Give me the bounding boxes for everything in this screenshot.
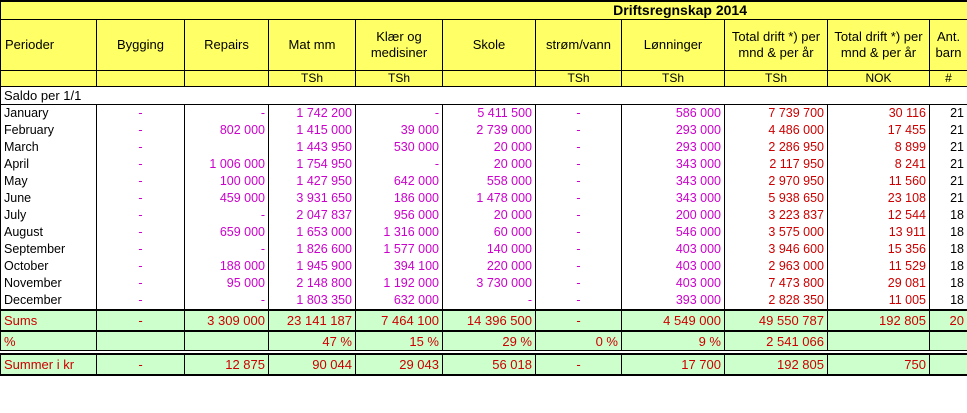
cell-lonninger[interactable]: 403 000 — [622, 241, 725, 258]
cell-strom[interactable]: - — [536, 207, 622, 224]
month-name[interactable]: March — [1, 139, 97, 156]
percent-cell[interactable] — [97, 331, 185, 351]
cell-bygging[interactable]: - — [97, 241, 185, 258]
cell-repairs[interactable]: 188 000 — [185, 258, 269, 275]
cell-bygging[interactable]: - — [97, 173, 185, 190]
cell-total-nok[interactable]: 12 544 — [828, 207, 930, 224]
cell-klaer[interactable]: 39 000 — [356, 122, 443, 139]
unit-mat[interactable]: TSh — [269, 71, 356, 87]
cell-mat[interactable]: 1 803 350 — [269, 292, 356, 310]
cell-repairs[interactable]: - — [185, 241, 269, 258]
cell-lonninger[interactable]: 293 000 — [622, 122, 725, 139]
cell-strom[interactable]: - — [536, 139, 622, 156]
sums-total-nok[interactable]: 192 805 — [828, 310, 930, 331]
cell-ant[interactable]: 21 — [930, 139, 967, 156]
cell-strom[interactable]: - — [536, 241, 622, 258]
table-row — [1, 292, 967, 310]
month-name[interactable]: April — [1, 156, 97, 173]
cell-strom[interactable]: - — [536, 275, 622, 292]
table-row — [1, 156, 967, 173]
saldo-label[interactable]: Saldo per 1/1 — [1, 87, 97, 105]
month-name[interactable]: June — [1, 190, 97, 207]
cell-lonninger[interactable]: 343 000 — [622, 173, 725, 190]
cell-total-tsh[interactable]: 7 739 700 — [725, 105, 828, 123]
unit-klaer[interactable]: TSh — [356, 71, 443, 87]
cell-total-nok[interactable]: 15 356 — [828, 241, 930, 258]
month-name[interactable]: January — [1, 105, 97, 123]
percent-cell[interactable] — [930, 331, 967, 351]
cell-lonninger[interactable]: 403 000 — [622, 275, 725, 292]
title-row — [1, 1, 967, 20]
month-name[interactable]: February — [1, 122, 97, 139]
summer-kr-skole[interactable]: 56 018 — [443, 354, 536, 375]
header-mat[interactable]: Mat mm — [269, 20, 356, 71]
cell-skole[interactable]: 60 000 — [443, 224, 536, 241]
saldo-cell[interactable] — [725, 87, 828, 105]
table-row — [1, 241, 967, 258]
unit-cell-empty[interactable] — [1, 71, 97, 87]
cell-skole[interactable]: - — [443, 292, 536, 310]
month-name[interactable]: May — [1, 173, 97, 190]
cell-ant[interactable]: 18 — [930, 224, 967, 241]
cell-total-tsh[interactable]: 2 117 950 — [725, 156, 828, 173]
sums-repairs[interactable]: 3 309 000 — [185, 310, 269, 331]
header-skole[interactable]: Skole — [443, 20, 536, 71]
summer-kr-total-nok[interactable]: 750 — [828, 354, 930, 375]
cell-skole[interactable]: 5 411 500 — [443, 105, 536, 123]
cell-klaer[interactable]: 632 000 — [356, 292, 443, 310]
header-row — [1, 20, 967, 71]
cell-total-nok[interactable]: 11 560 — [828, 173, 930, 190]
unit-strom[interactable]: TSh — [536, 71, 622, 87]
percent-cell[interactable] — [828, 331, 930, 351]
cell-total-tsh[interactable]: 7 473 800 — [725, 275, 828, 292]
cell-mat[interactable]: 1 415 000 — [269, 122, 356, 139]
cell-total-nok[interactable]: 23 108 — [828, 190, 930, 207]
cell-ant[interactable]: 18 — [930, 241, 967, 258]
percent-strom[interactable]: 0 % — [536, 331, 622, 351]
month-rows — [1, 105, 967, 311]
month-name[interactable]: December — [1, 292, 97, 310]
header-repairs[interactable]: Repairs — [185, 20, 269, 71]
table-row — [1, 258, 967, 275]
saldo-cell[interactable] — [356, 87, 443, 105]
cell-repairs[interactable]: - — [185, 105, 269, 123]
unit-total-tsh[interactable]: TSh — [725, 71, 828, 87]
cell-lonninger[interactable]: 403 000 — [622, 258, 725, 275]
cell-bygging[interactable]: - — [97, 275, 185, 292]
percent-label[interactable]: % — [1, 331, 97, 351]
cell-mat[interactable]: 1 945 900 — [269, 258, 356, 275]
cell-mat[interactable]: 1 443 950 — [269, 139, 356, 156]
table-row — [1, 122, 967, 139]
percent-mat[interactable]: 47 % — [269, 331, 356, 351]
cell-skole[interactable]: 20 000 — [443, 139, 536, 156]
percent-row — [1, 331, 967, 351]
sums-row — [1, 310, 967, 331]
cell-total-tsh[interactable]: 5 938 650 — [725, 190, 828, 207]
header-total-tsh[interactable]: Total drift *) per mnd & per år — [725, 20, 828, 71]
cell-total-nok[interactable]: 29 081 — [828, 275, 930, 292]
sums-total-tsh[interactable]: 49 550 787 — [725, 310, 828, 331]
month-name[interactable]: September — [1, 241, 97, 258]
percent-total-tsh[interactable]: 2 541 066 — [725, 331, 828, 351]
cell-mat[interactable]: 1 826 600 — [269, 241, 356, 258]
cell-klaer[interactable]: 642 000 — [356, 173, 443, 190]
cell-lonninger[interactable]: 293 000 — [622, 139, 725, 156]
cell-total-nok[interactable]: 11 005 — [828, 292, 930, 310]
cell-total-tsh[interactable]: 3 946 600 — [725, 241, 828, 258]
cell-total-tsh[interactable]: 4 486 000 — [725, 122, 828, 139]
cell-total-tsh[interactable]: 2 963 000 — [725, 258, 828, 275]
cell-klaer[interactable]: - — [356, 105, 443, 123]
cell-lonninger[interactable]: 343 000 — [622, 156, 725, 173]
cell-lonninger[interactable]: 343 000 — [622, 190, 725, 207]
cell-repairs[interactable]: 802 000 — [185, 122, 269, 139]
saldo-cell[interactable] — [443, 87, 536, 105]
cell-total-tsh[interactable]: 2 286 950 — [725, 139, 828, 156]
cell-mat[interactable]: 2 047 837 — [269, 207, 356, 224]
cell-bygging[interactable]: - — [97, 105, 185, 123]
cell-ant[interactable]: 18 — [930, 275, 967, 292]
cell-repairs[interactable]: 1 006 000 — [185, 156, 269, 173]
sums-ant[interactable]: 20 — [930, 310, 967, 331]
cell-lonninger[interactable]: 393 000 — [622, 292, 725, 310]
sums-label[interactable]: Sums — [1, 310, 97, 331]
cell-ant[interactable]: 21 — [930, 122, 967, 139]
unit-total-nok[interactable]: NOK — [828, 71, 930, 87]
cell-repairs[interactable]: - — [185, 292, 269, 310]
header-bygging[interactable]: Bygging — [97, 20, 185, 71]
cell-strom[interactable]: - — [536, 224, 622, 241]
table-row — [1, 275, 967, 292]
cell-lonninger[interactable]: 200 000 — [622, 207, 725, 224]
cell-total-tsh[interactable]: 2 828 350 — [725, 292, 828, 310]
cell-total-tsh[interactable]: 2 970 950 — [725, 173, 828, 190]
header-klaer[interactable]: Klær og medisiner — [356, 20, 443, 71]
summer-kr-klaer[interactable]: 29 043 — [356, 354, 443, 375]
cell-bygging[interactable]: - — [97, 207, 185, 224]
cell-ant[interactable]: 21 — [930, 105, 967, 123]
cell-strom[interactable]: - — [536, 292, 622, 310]
cell-mat[interactable]: 2 148 800 — [269, 275, 356, 292]
month-name[interactable]: August — [1, 224, 97, 241]
cell-total-tsh[interactable]: 3 223 837 — [725, 207, 828, 224]
cell-klaer[interactable]: 186 000 — [356, 190, 443, 207]
unit-cell-empty[interactable] — [443, 71, 536, 87]
cell-lonninger[interactable]: 586 000 — [622, 105, 725, 123]
cell-klaer[interactable]: - — [356, 156, 443, 173]
cell-strom[interactable]: - — [536, 258, 622, 275]
percent-cell[interactable] — [185, 331, 269, 351]
summer-kr-bygging[interactable]: - — [97, 354, 185, 375]
cell-skole[interactable]: 20 000 — [443, 207, 536, 224]
month-name[interactable]: October — [1, 258, 97, 275]
cell-skole[interactable]: 1 478 000 — [443, 190, 536, 207]
cell-klaer[interactable]: 1 192 000 — [356, 275, 443, 292]
table-row — [1, 224, 967, 241]
cell-mat[interactable]: 1 754 950 — [269, 156, 356, 173]
cell-skole[interactable]: 558 000 — [443, 173, 536, 190]
table-row — [1, 105, 967, 123]
header-ant[interactable]: Ant. barn — [930, 20, 967, 71]
cell-bygging[interactable]: - — [97, 122, 185, 139]
unit-lonninger[interactable]: TSh — [622, 71, 725, 87]
sums-skole[interactable]: 14 396 500 — [443, 310, 536, 331]
month-name[interactable]: July — [1, 207, 97, 224]
cell-strom[interactable]: - — [536, 190, 622, 207]
header-lonninger[interactable]: Lønninger — [622, 20, 725, 71]
units-row — [1, 71, 967, 87]
table-row — [1, 207, 967, 224]
cell-repairs[interactable]: 659 000 — [185, 224, 269, 241]
cell-total-tsh[interactable]: 3 575 000 — [725, 224, 828, 241]
unit-ant[interactable]: # — [930, 71, 967, 87]
cell-klaer[interactable]: 1 316 000 — [356, 224, 443, 241]
sums-strom[interactable]: - — [536, 310, 622, 331]
cell-skole[interactable]: 3 730 000 — [443, 275, 536, 292]
cell-strom[interactable]: - — [536, 105, 622, 123]
saldo-cell[interactable] — [828, 87, 930, 105]
table-row — [1, 139, 967, 156]
cell-ant[interactable]: 21 — [930, 173, 967, 190]
cell-strom[interactable]: - — [536, 173, 622, 190]
sums-klaer[interactable]: 7 464 100 — [356, 310, 443, 331]
cell-klaer[interactable]: 394 100 — [356, 258, 443, 275]
cell-mat[interactable]: 3 931 650 — [269, 190, 356, 207]
saldo-cell[interactable] — [536, 87, 622, 105]
summer-kr-lonninger[interactable]: 17 700 — [622, 354, 725, 375]
cell-repairs[interactable]: - — [185, 207, 269, 224]
cell-total-nok[interactable]: 17 455 — [828, 122, 930, 139]
cell-bygging[interactable]: - — [97, 139, 185, 156]
summer-kr-total-tsh[interactable]: 192 805 — [725, 354, 828, 375]
cell-total-nok[interactable]: 8 241 — [828, 156, 930, 173]
percent-lonninger[interactable]: 9 % — [622, 331, 725, 351]
percent-skole[interactable]: 29 % — [443, 331, 536, 351]
cell-total-nok[interactable]: 13 911 — [828, 224, 930, 241]
cell-repairs[interactable]: 100 000 — [185, 173, 269, 190]
cell-total-nok[interactable]: 11 529 — [828, 258, 930, 275]
cell-total-nok[interactable]: 30 116 — [828, 105, 930, 123]
cell-klaer[interactable]: 530 000 — [356, 139, 443, 156]
header-strom[interactable]: strøm/vann — [536, 20, 622, 71]
cell-ant[interactable]: 18 — [930, 207, 967, 224]
summer-kr-mat[interactable]: 90 044 — [269, 354, 356, 375]
unit-cell-empty[interactable] — [97, 71, 185, 87]
cell-klaer[interactable]: 1 577 000 — [356, 241, 443, 258]
cell-strom[interactable]: - — [536, 122, 622, 139]
sums-mat[interactable]: 23 141 187 — [269, 310, 356, 331]
cell-bygging[interactable]: - — [97, 156, 185, 173]
saldo-row — [1, 87, 967, 105]
saldo-cell[interactable] — [269, 87, 356, 105]
cell-bygging[interactable]: - — [97, 258, 185, 275]
cell-repairs[interactable] — [185, 139, 269, 156]
header-total-nok[interactable]: Total drift *) per mnd & per år — [828, 20, 930, 71]
saldo-cell[interactable] — [185, 87, 269, 105]
cell-bygging[interactable]: - — [97, 292, 185, 310]
cell-strom[interactable]: - — [536, 156, 622, 173]
sums-bygging[interactable]: - — [97, 310, 185, 331]
table-row — [1, 190, 967, 207]
cell-skole[interactable]: 140 000 — [443, 241, 536, 258]
cell-bygging[interactable]: - — [97, 224, 185, 241]
cell-ant[interactable]: 21 — [930, 156, 967, 173]
summer-kr-repairs[interactable]: 12 875 — [185, 354, 269, 375]
cell-skole[interactable]: 2 739 000 — [443, 122, 536, 139]
saldo-cell[interactable] — [97, 87, 185, 105]
unit-cell-empty[interactable] — [185, 71, 269, 87]
cell-klaer[interactable]: 956 000 — [356, 207, 443, 224]
cell-lonninger[interactable]: 546 000 — [622, 224, 725, 241]
percent-klaer[interactable]: 15 % — [356, 331, 443, 351]
cell-bygging[interactable]: - — [97, 190, 185, 207]
cell-total-nok[interactable]: 8 899 — [828, 139, 930, 156]
summer-kr-row — [1, 354, 967, 375]
sums-lonninger[interactable]: 4 549 000 — [622, 310, 725, 331]
cell-skole[interactable]: 220 000 — [443, 258, 536, 275]
month-name[interactable]: November — [1, 275, 97, 292]
cell-skole[interactable]: 20 000 — [443, 156, 536, 173]
cell-mat[interactable]: 1 742 200 — [269, 105, 356, 123]
cell-repairs[interactable]: 95 000 — [185, 275, 269, 292]
cell-ant[interactable]: 18 — [930, 292, 967, 310]
sheet-title: Driftsregnskap 2014 — [1, 1, 967, 20]
cell-mat[interactable]: 1 427 950 — [269, 173, 356, 190]
cell-mat[interactable]: 1 653 000 — [269, 224, 356, 241]
summer-kr-cell[interactable] — [930, 354, 967, 375]
header-perioder[interactable]: Perioder — [1, 20, 97, 71]
cell-ant[interactable]: 18 — [930, 258, 967, 275]
cell-ant[interactable]: 21 — [930, 190, 967, 207]
saldo-cell[interactable] — [622, 87, 725, 105]
summer-kr-strom[interactable]: - — [536, 354, 622, 375]
summer-kr-label[interactable]: Summer i kr — [1, 354, 97, 375]
saldo-cell[interactable] — [930, 87, 967, 105]
table-row — [1, 173, 967, 190]
cell-repairs[interactable]: 459 000 — [185, 190, 269, 207]
